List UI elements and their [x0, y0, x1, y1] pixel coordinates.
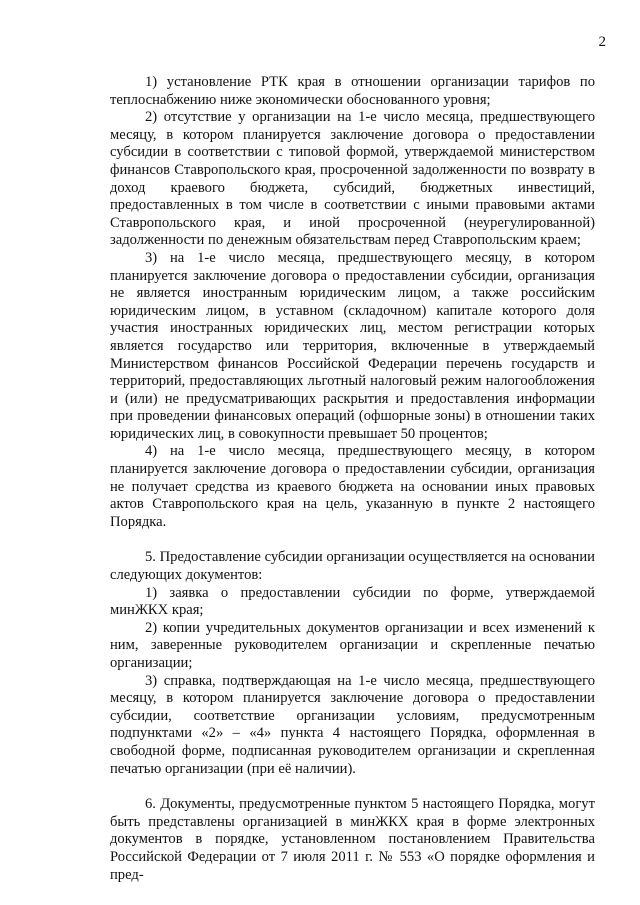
paragraph-section-6: 6. Документы, предусмотренные пунктом 5 настоящего Порядка, могут быть представлены организацией в минЖКХ края в форме электронных документов в порядке, установленном постановлением Правительства Российской Федерации от 7 июля 2011 г. № 553 «О порядке оформления и пред- [110, 796, 595, 883]
paragraph-section-5-item-3: 3) справка, подтверждающая на 1-е число месяца, предшествующего месяцу, в котором планируется заключение договора о предоставлении субсидии, соответствие организации условиям, предусмотренным подпунктами «2» – «4» пункта 4 настоящего Порядка, оформленная в свободной форме, подписанная руководителем организации и скрепленная печатью организации (при её наличии). [110, 672, 595, 777]
page-number: 2 [598, 34, 606, 50]
section-spacer [110, 778, 595, 796]
paragraph-item-3: 3) на 1-е число месяца, предшествующего месяцу, в котором планируется заключение договора о предоставлении субсидии, организация не является иностранным юридическим лицом, а также российским юридическим лицом, в уставном (складочном) капитале которого доля участия иностранных юридических лиц, местом регистрации которых является государство или территория, включенные в утверждаемый Министерством финансов Российской Федерации перечень государств и территорий, предоставляющих льготный налоговый режим налогообложения и (или) не предусматривающих раскрытия и предоставления информации при проведении финансовых операций (офшорные зоны) в отношении таких юридических лиц, в совокупности превышает 50 процентов; [110, 249, 595, 442]
paragraph-section-5-item-2: 2) копии учредительных документов организации и всех изменений к ним, заверенные руководителем организации и скрепленные печатью организации; [110, 619, 595, 671]
section-spacer [110, 531, 595, 549]
paragraph-section-5-item-1: 1) заявка о предоставлении субсидии по форме, утверждаемой минЖКХ края; [110, 584, 595, 619]
paragraph-item-4: 4) на 1-е число месяца, предшествующего месяцу, в котором планируется заключение договора о предоставлении субсидии, организация не получает средства из краевого бюджета на основании иных правовых актов Ставропольского края на цель, указанную в пункте 2 настоящего Порядка. [110, 443, 595, 530]
paragraph-item-1: 1) установление РТК края в отношении организации тарифов по теплоснабжению ниже экономически обоснованного уровня; [110, 74, 595, 108]
document-body [110, 74, 595, 884]
paragraph-section-5: 5. Предоставление субсидии организации осуществляется на основании следующих документов: [110, 549, 595, 584]
paragraph-item-2: 2) отсутствие у организации на 1-е число месяца, предшествующего месяцу, в котором планируется заключение договора о предоставлении субсидии в соответствии с типовой формой, утверждаемой министерством финансов Ставропольского края, просроченной задолженности по возврату в доход краевого бюджета, субсидий, бюджетных инвестиций, предоставленных в том числе в соответствии с иными правовыми актами Ставропольского края, и иной просроченной (неурегулированной) задолженности по денежным обязательствам перед Ставропольским краем; [110, 109, 595, 249]
